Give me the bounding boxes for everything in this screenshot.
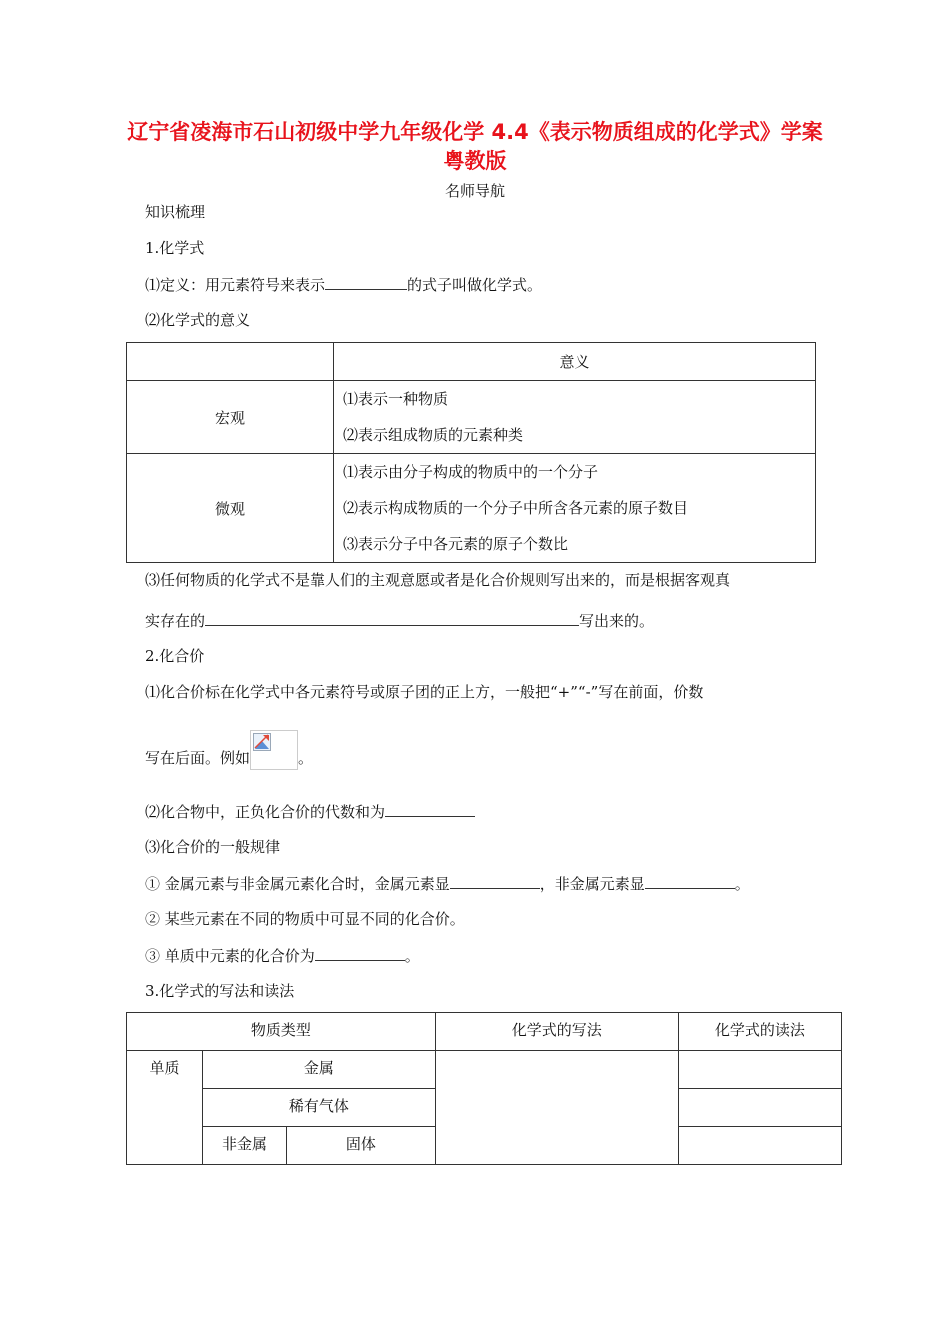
table-header-empty	[127, 343, 334, 381]
section-knowledge: 知识梳理	[145, 203, 206, 221]
note-text-pre: 实存在的	[145, 612, 206, 630]
micro-items	[334, 454, 816, 563]
macro-items	[334, 381, 816, 454]
elemental-label: 单质	[127, 1051, 203, 1165]
fill-blank[interactable]	[450, 873, 540, 889]
formula-table	[126, 1012, 842, 1165]
definition-line	[145, 274, 542, 295]
header-reading: 化学式的读法	[678, 1013, 841, 1051]
micro-item: ⑴表示由分子构成的物质中的一个分子	[343, 463, 599, 481]
micro-label: 微观	[127, 454, 334, 563]
reading-cell[interactable]	[678, 1127, 841, 1165]
rule-1-post: 。	[734, 875, 750, 893]
note-line-a: ⑶任何物质的化学式不是靠人们的主观意愿或者是化合价规则写出来的，而是根据客观真	[145, 571, 731, 589]
valence-example-line	[145, 748, 313, 770]
definition-text-post: 的式子叫做化学式。	[407, 276, 543, 294]
rule-2-line: ② 某些元素在不同的物质中可显不同的化合价。	[145, 910, 465, 928]
micro-item: ⑶表示分子中各元素的原子个数比	[343, 535, 569, 553]
general-rules-heading: ⑶化合价的一般规律	[145, 838, 281, 856]
note-line-b	[145, 610, 654, 631]
macro-item: ⑵表示组成物质的元素种类	[343, 426, 524, 444]
header-substance-type: 物质类型	[127, 1013, 436, 1051]
rule-1-pre: ① 金属元素与非金属元素化合时，金属元素显	[145, 875, 450, 893]
valence-example-pre: 写在后面。例如	[145, 749, 251, 767]
header-writing: 化学式的写法	[435, 1013, 678, 1051]
fill-blank[interactable]	[325, 274, 407, 290]
rule-3-pre: ③ 单质中元素的化合价为	[145, 947, 315, 965]
rule-3-line	[145, 945, 420, 966]
valence-example-post: 。	[298, 749, 314, 767]
fill-blank[interactable]	[315, 945, 405, 961]
macro-item: ⑴表示一种物质	[343, 390, 449, 408]
fill-blank[interactable]	[385, 801, 475, 817]
meaning-heading: ⑵化学式的意义	[145, 311, 251, 329]
micro-item: ⑵表示构成物质的一个分子中所含各元素的原子数目	[343, 499, 689, 517]
metal-label: 金属	[203, 1051, 436, 1089]
algebraic-sum-text: ⑵化合物中，正负化合价的代数和为	[145, 803, 386, 821]
rule-1-mid: ，非金属元素显	[539, 875, 645, 893]
note-text-post: 写出来的。	[579, 612, 655, 630]
fill-blank[interactable]	[645, 873, 735, 889]
reading-cell[interactable]	[678, 1089, 841, 1127]
valence-rule-line: ⑴化合价标在化学式中各元素符号或原子团的正上方，一般把“+”“-”写在前面，价数	[145, 683, 704, 701]
definition-text-pre: ⑴定义：用元素符号来表示	[145, 276, 326, 294]
macro-label: 宏观	[127, 381, 334, 454]
document-subtitle: 名师导航	[444, 182, 505, 200]
reading-cell[interactable]	[678, 1051, 841, 1089]
section-2-heading: 2.化合价	[145, 647, 205, 665]
broken-image-icon	[250, 730, 298, 770]
section-3-heading: 3.化学式的写法和读法	[145, 982, 295, 1000]
rule-3-post: 。	[404, 947, 420, 965]
rule-1-line	[145, 873, 750, 894]
meaning-table	[126, 342, 816, 563]
solid-label: 固体	[287, 1127, 436, 1165]
noble-gas-label: 稀有气体	[203, 1089, 436, 1127]
section-1-heading: 1.化学式	[145, 239, 205, 257]
document-title: 辽宁省凌海市石山初级中学九年级化学 4.4《表示物质组成的化学式》学案 粤教版	[127, 120, 823, 173]
nonmetal-label: 非金属	[203, 1127, 287, 1165]
writing-cell[interactable]	[435, 1051, 678, 1165]
table-header-meaning: 意义	[334, 343, 816, 381]
algebraic-sum-line	[145, 801, 475, 822]
fill-blank[interactable]	[205, 610, 579, 626]
